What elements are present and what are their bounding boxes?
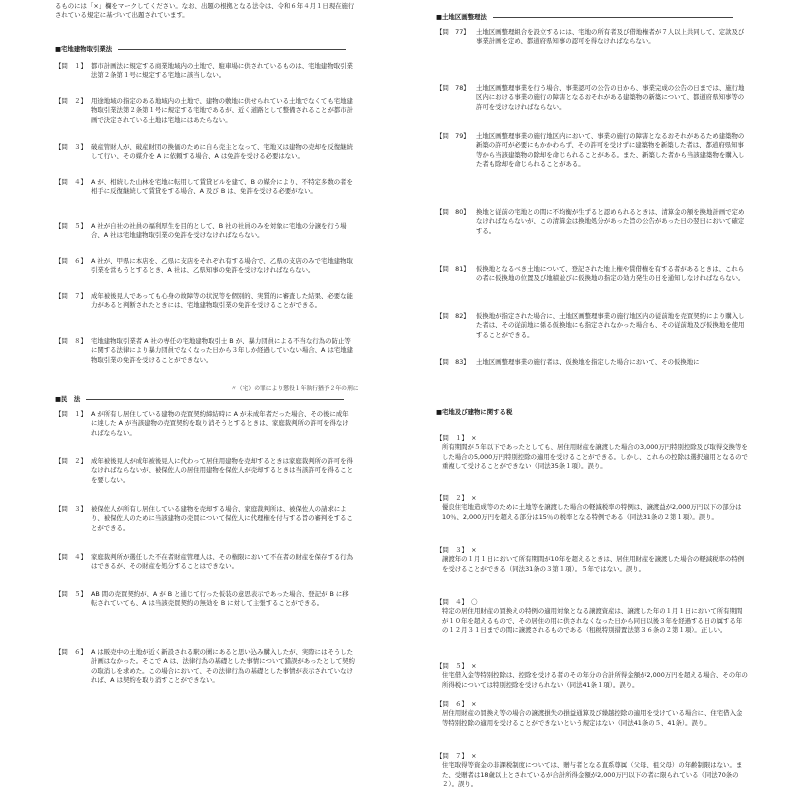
answer-text: 優良住宅地造成等のために土地等を譲渡した場合の軽減税率の特例は、譲渡益が2,000万円以下の部分は10％、2,000万円を超える部分は15％の税率となる特例である（同法31条の２第１項）。誤り。 xyxy=(442,503,742,521)
section-heading-takken xyxy=(55,45,346,54)
question-item xyxy=(55,337,355,365)
question-item xyxy=(55,178,355,197)
question-text: 土地区画整理組合を設立するには、宅地の所有者及び借地権者が７人以上共同して、定款及び事業計画を定め、都道府県知事の認可を得なければならない。 xyxy=(476,28,745,46)
question-item xyxy=(55,292,355,311)
question-text: AB 間の売買契約が、A が B と通じて行った仮装の意思表示であった場合、登記が B に移転されていても、A は当該売買契約の無効を B に対して主張することができる。 xyxy=(91,590,349,608)
question-item xyxy=(436,358,700,367)
question-label: 【問 ３】 xyxy=(55,143,87,151)
section-rule xyxy=(118,49,346,50)
answer-label: 【問 １】 × xyxy=(436,434,477,442)
answer-item xyxy=(436,752,748,789)
question-text: 宅地建物取引業者 A 社の専任の宅地建物取引士 B が、暴力団員による不当な行為の防止等に関する法律により暴力団員でなくなった日から３年しか経過していない場合、A は宅地建物取引業の免許を受けることができない。 xyxy=(91,337,354,364)
answer-text: 特定の居住用財産の買換えの特例の適用対象となる譲渡資産は、譲渡した年の１月１日において所有期間が１０年を超えるもので、その居住の用に供されなくなった日から同日以後３年を経過する日の属する年の１２月３１日までの間に譲渡されるものである（租税特別措置法第３６条の２第１項）。正しい。 xyxy=(442,607,743,634)
section-title: ■土地区画整理法 xyxy=(436,13,487,21)
section-heading-minpo xyxy=(55,395,344,404)
question-label: 【問 １】 xyxy=(55,410,87,418)
question-label: 【問 81】 xyxy=(436,265,470,273)
intro-text: るものには「×」欄をマークしてください。なお、出題の根拠となる法令は、令和６年４月１日現在施行されている規定に基づいて出題されています。 xyxy=(55,2,355,20)
question-item xyxy=(55,553,355,572)
question-item xyxy=(55,648,355,685)
question-item xyxy=(436,312,748,340)
question-label: 【問 78】 xyxy=(436,84,470,92)
question-text: 被保佐人が所有し居住している建物を売却する場合、家庭裁判所は、被保佐人の請求により、被保佐人のために当該建物の売買について保佐人に代理権を付与する旨の審判をすることができる。 xyxy=(91,505,353,532)
answer-label: 【問 ４】 〇 xyxy=(436,598,478,606)
question-text: 土地区画整理事業を行う場合、事業認可の公告の日から、事業完成の公告の日までは、施行地区内における事業の施行の障害となるおそれがある建築物の新築について、都道府県知事等の許可を受けなければならない。 xyxy=(476,84,745,111)
answer-item xyxy=(436,662,748,690)
answer-label: 【問 ６】 × xyxy=(436,700,477,708)
question-item xyxy=(55,590,355,609)
question-text: 成年被後見人が成年被後見人に代わって居住用建物を売却するときは家庭裁判所の許可を得なければならないが、被保佐人の居住用建物を保佐人が売却するときは当該許可を得ることを要しない。 xyxy=(91,457,354,484)
answer-label: 【問 ５】 × xyxy=(436,662,477,670)
question-label: 【問 ５】 xyxy=(55,590,87,598)
question-label: 【問 ６】 xyxy=(55,257,87,265)
question-label: 【問 ５】 xyxy=(55,222,87,230)
question-item xyxy=(55,62,355,81)
question-item xyxy=(436,28,748,47)
question-text: 換地と従前の宅地との間に不均衡が生ずると認められるときは、清算金の額を換地計画で定めなければならないが、この清算金は換地処分があった旨の公告があった日の翌日において確定する。 xyxy=(476,208,745,235)
question-text: A 社が、甲県に本店を、乙県に支店をそれぞれ有する場合で、乙県の支店のみで宅地建物取引業を営もうとするとき、A 社は、乙県知事の免許を受けなければならない。 xyxy=(91,257,353,275)
answer-item xyxy=(436,546,748,574)
question-label: 【問 ２】 xyxy=(55,457,87,465)
question-item xyxy=(55,143,355,162)
answer-item xyxy=(436,700,748,728)
question-label: 【問 ４】 xyxy=(55,553,87,561)
question-label: 【問 ７】 xyxy=(55,292,87,300)
question-item xyxy=(55,410,355,438)
question-item xyxy=(55,457,355,485)
question-label: 【問 83】 xyxy=(436,358,470,366)
answer-label: 【問 ３】 × xyxy=(436,546,477,554)
question-text: 仮換地となるべき土地について、登記された地上権や賃借権を有する者があるときは、これらの者に仮換地の位置及び地積並びに仮換地の指定の効力発生の日を通知しなければならない。 xyxy=(476,265,745,283)
question-item xyxy=(436,84,748,112)
question-label: 【問 ６】 xyxy=(55,648,87,656)
section-rule xyxy=(493,17,733,18)
answer-text: 譲渡年の１月１日において所有期間が10年を超えるときは、居住用財産を譲渡した場合の軽減税率の特例を受けることができる（同法31条の３第１項）。５年ではない。誤り。 xyxy=(442,555,745,573)
question-text: A が、相続した山林を宅地に転用して賃貸ビルを建て、B の媒介により、不特定多数の者を相手に反復継続して賃貸をする場合、A 及び B は、免許を受ける必要がない。 xyxy=(91,178,353,196)
answer-item xyxy=(436,494,748,522)
question-text: 土地区画整理事業の施行者は、仮換地を指定した場合において、その仮換地に xyxy=(476,358,700,366)
question-item xyxy=(55,222,355,241)
section-heading-zei xyxy=(436,408,512,417)
section-title: ■宅地建物取引業法 xyxy=(55,45,113,53)
question-label: 【問 ２】 xyxy=(55,97,87,105)
question-label: 【問 80】 xyxy=(436,208,470,216)
section-title: ■宅地及び建物に関する税 xyxy=(436,408,513,416)
question-text: A 社が自社の社員の福利厚生を目的として、B 社の社員のみを対象に宅地の分譲を行う場合、A 社は宅地建物取引業の免許を受けなければならない。 xyxy=(91,222,347,240)
question-text: A が所有し居住している建物の売買契約締結時に A が未成年者だった場合、その後に成年に達した A が当該建物の売買契約を取り消そうとするときは、家庭裁判所の許可を得なければならない。 xyxy=(91,410,349,437)
question-text: 土地区画整理事業の施行地区内において、事業の施行の障害となるおそれがあるため建築物の新築の許可が必要にもかかわらず、その許可を受けずに建築物を新築した者は、都道府県知事等から当該建築物の除却を命じられることがある。また、新築した者から当該建築物を購入した者も除却を命じられることがある。 xyxy=(476,132,745,168)
question-text: A は販売中の土地が近く新設される駅の圏にあると思い込み購入したが、実際にはそうした計画はなかった。そこで A は、法律行為の基礎とした事情について錯誤があったとして契約の取消しを求めた。この場合において、その法律行為の基礎とした事情が表示されていなければ、A は契約を取り消すことができない。 xyxy=(91,648,355,684)
question-text: 仮換地が指定された場合に、土地区画整理事業の施行地区内の従前地を売買契約により購入した者は、その従前地に係る仮換地にも指定されなかった場合も、その従前地及び仮換地を使用することができる。 xyxy=(476,312,745,339)
question-text: 成年被後見人であっても心身の故障等の状況等を個別的、実質的に審査した結果、必要な能力があると判断されたときには、宅地建物取引業の免許を受けることができる。 xyxy=(91,292,353,310)
question-label: 【問 79】 xyxy=(436,132,470,140)
question-item xyxy=(436,265,748,284)
section-title: ■民 法 xyxy=(55,395,81,403)
question-item xyxy=(436,132,748,169)
answer-item xyxy=(436,434,748,471)
answer-label: 【問 ２】 × xyxy=(436,494,477,502)
answer-text: 住宅借入金等特別控除は、控除を受ける者のその年分の合計所得金額が2,000万円を超える場合、その年の所得税については特別控除を受けられない（同法41条１項）。誤り。 xyxy=(442,671,748,689)
question-item xyxy=(436,208,748,236)
question-text: 用途地域の指定のある地域内の土地で、建物の敷地に供せられている土地でなくても宅地建物取引業法第２条第１号に規定する宅地であるが、近く道路として整備されることが都市計画で決定されている土地は宅地にはあたらない。 xyxy=(91,97,354,124)
answer-text: 所有期間が５年以下であったとしても、居住用財産を譲渡した場合の3,000万円特別控除及び取得交換等をした場合の5,000万円特別控除の適用を受けることができる。しかし、これらの控除は選択適用となるので重複して受けることができない（同法35条１項）。誤り。 xyxy=(442,443,748,470)
section-heading-kukaku xyxy=(436,13,733,22)
question-item xyxy=(55,97,355,125)
stray-text: 〃（宅）の罪により懲役１年執行猶予２年の刑に xyxy=(231,386,359,392)
question-item xyxy=(55,505,355,533)
answer-label: 【問 ７】 × xyxy=(436,752,477,760)
question-text: 都市計画法に規定する商業地域内の土地で、駐車場に供されているものは、宅地建物取引業法第２条第１号に規定する宅地に該当しない。 xyxy=(91,62,353,80)
question-label: 【問 ３】 xyxy=(55,505,87,513)
answer-text: 居住用財産の買換え等の場合の譲渡損失の損益通算及び繰越控除の適用を受けている場合に、住宅借入金等特別控除の適用を受けることができないという規定はない（同法41条の５、41条）。誤り。 xyxy=(442,709,743,727)
question-label: 【問 82】 xyxy=(436,312,470,320)
section-rule xyxy=(86,399,344,400)
question-item xyxy=(55,257,355,276)
question-label: 【問 １】 xyxy=(55,62,87,70)
question-label: 【問 77】 xyxy=(436,28,470,36)
answer-text: 住宅取得等資金の非課税制度については、贈与者となる直系尊属（父母、祖父母）の年齢制限はない。また、受贈者は18歳以上とされているが合計所得金額が2,000万円以下の者に限られている（同法70条の２）。誤り。 xyxy=(442,761,743,788)
question-label: 【問 ８】 xyxy=(55,337,87,345)
answer-item xyxy=(436,598,748,635)
question-text: 家庭裁判所が選任した不在者財産管理人は、その権限において不在者の財産を保存する行為はできるが、その財産を処分することはできない。 xyxy=(91,553,354,571)
question-label: 【問 ４】 xyxy=(55,178,87,186)
question-text: 破産管財人が、破産財団の換価のために自ら売主となって、宅地又は建物の売却を反復継続して行い、その媒介を A に依頼する場合、A は免許を受ける必要はない。 xyxy=(91,143,353,161)
